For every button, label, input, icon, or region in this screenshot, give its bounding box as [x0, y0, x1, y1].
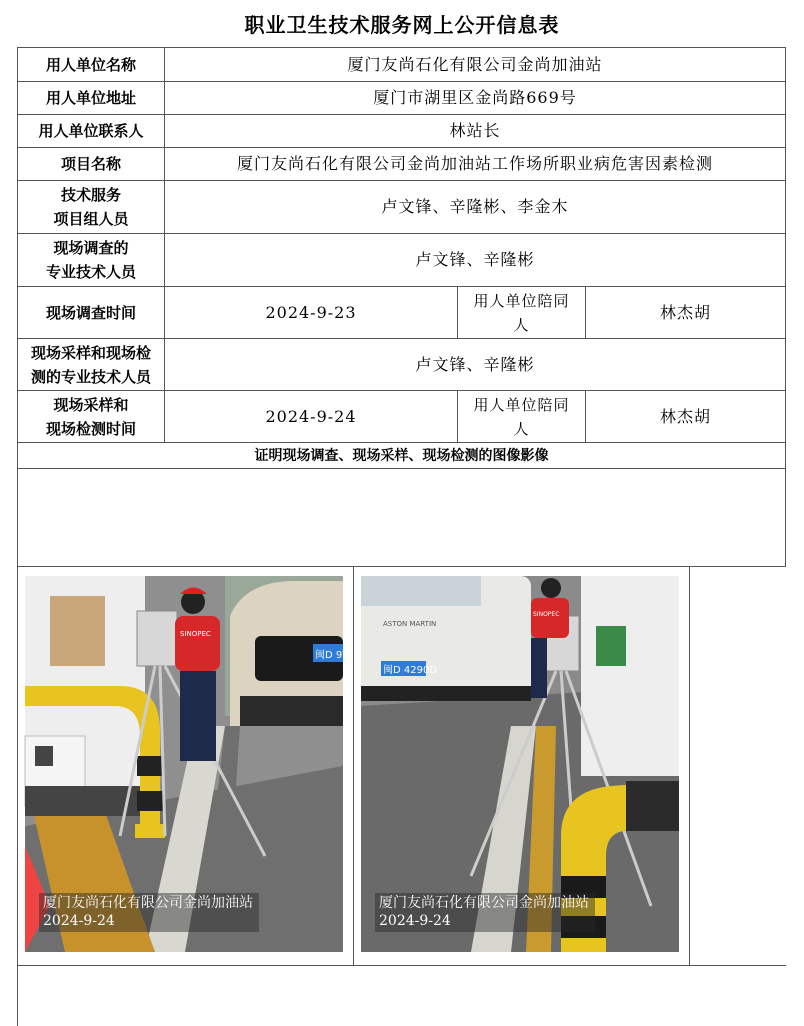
page-title: 职业卫生技术服务网上公开信息表 — [244, 13, 560, 37]
label-sampling-time-line1: 现场采样和 — [53, 395, 129, 414]
value-survey-escort: 林杰胡 — [659, 302, 711, 322]
sinopec-logo-1: SINOPEC — [180, 630, 211, 638]
value-sampling-date: 2024-9-24 — [265, 406, 357, 426]
photo-1-caption — [39, 893, 259, 932]
label-sampling-staff-line1: 现场采样和现场检 — [30, 343, 151, 362]
value-project: 厦门友尚石化有限公司金尚加油站工作场所职业病危害因素检测 — [236, 154, 713, 173]
value-survey-date: 2024-9-23 — [265, 302, 357, 322]
photo-2-caption — [375, 893, 595, 932]
value-unit-address: 厦门市湖里区金尚路669号 — [373, 88, 577, 107]
label-unit-address: 用人单位地址 — [45, 89, 136, 107]
label-team-line1: 技术服务 — [60, 186, 121, 204]
photo-1-caption-line1: 厦门友尚石化有限公司金尚加油站 — [43, 895, 253, 911]
label-survey-escort-line1: 用人单位陪同 — [473, 291, 570, 310]
label-survey-staff-line2: 专业技术人员 — [45, 263, 136, 281]
label-sampling-staff — [18, 339, 164, 390]
label-survey-staff — [18, 234, 164, 286]
label-sampling-time-line2: 现场检测时间 — [45, 419, 136, 438]
value-sampling-escort: 林杰胡 — [659, 406, 711, 426]
value-unit-name: 厦门友尚石化有限公司金尚加油站 — [347, 54, 603, 74]
photo-2-caption-line1: 厦门友尚石化有限公司金尚加油站 — [379, 895, 589, 911]
label-sampling-escort-line1: 用人单位陪同 — [473, 395, 570, 414]
value-team: 卢文锋、辛隆彬、李金木 — [381, 197, 569, 216]
car-brand-2: ASTON MARTIN — [383, 620, 437, 628]
label-contact: 用人单位联系人 — [38, 122, 144, 140]
label-team — [18, 181, 164, 233]
label-sampling-staff-line2: 测的专业技术人员 — [30, 367, 151, 386]
sinopec-logo-2: SINOPEC — [533, 611, 560, 618]
site-photo-2 — [361, 576, 679, 952]
label-survey-escort-line2: 人 — [513, 315, 530, 334]
label-team-line2: 项目组人员 — [53, 210, 129, 228]
photo-1-caption-line2: 2024-9-24 — [43, 913, 115, 929]
car-plate-1: 闽D 9V — [315, 650, 350, 661]
site-photo-1 — [25, 576, 350, 952]
label-survey-staff-line1: 现场调查的 — [53, 239, 129, 257]
label-survey-time: 现场调查时间 — [45, 303, 136, 322]
car-plate-2: 闽D 4290D — [383, 665, 438, 676]
label-survey-escort — [458, 287, 585, 338]
value-contact: 林站长 — [449, 121, 501, 140]
photo-2-caption-line2: 2024-9-24 — [379, 913, 451, 929]
value-survey-staff: 卢文锋、辛隆彬 — [415, 250, 535, 269]
label-sampling-escort-line2: 人 — [513, 419, 530, 438]
images-header: 证明现场调查、现场采样、现场检测的图像影像 — [254, 447, 549, 464]
label-sampling-escort — [458, 391, 585, 442]
value-sampling-staff: 卢文锋、辛隆彬 — [415, 354, 535, 374]
label-project: 项目名称 — [60, 155, 121, 173]
label-sampling-time — [18, 391, 164, 442]
label-unit-name: 用人单位名称 — [45, 55, 136, 74]
